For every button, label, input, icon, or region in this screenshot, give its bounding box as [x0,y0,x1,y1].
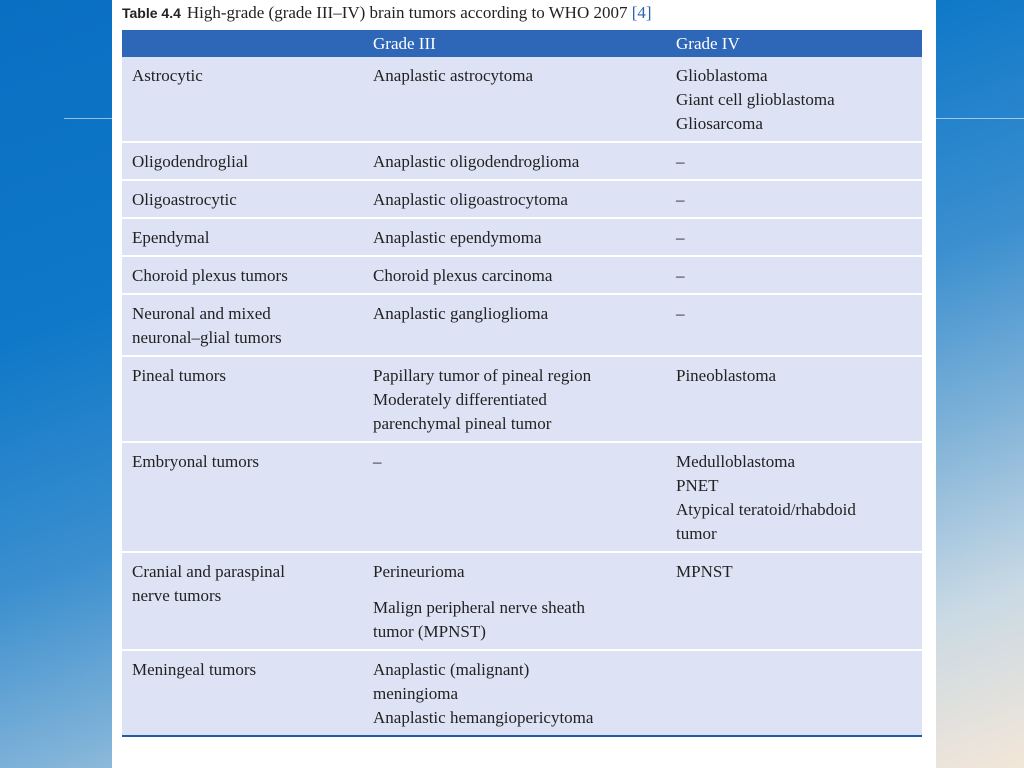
cell-text-line: Oligoastrocytic [132,190,237,209]
cell-text-line: tumor (MPNST) [373,622,486,641]
table-caption-label: Table 4.4 [122,5,181,21]
cell-text-line: Malign peripheral nerve sheath [373,598,585,617]
cell-grade-4 [666,442,922,552]
cell-category [122,442,363,552]
cell-grade-4 [666,256,922,294]
table-row [122,650,922,736]
cell-spacer [373,584,656,596]
cell-text-line: Glioblastoma [676,66,768,85]
table-row [122,256,922,294]
cell-text-line: tumor [676,524,717,543]
cell-text-line: Anaplastic ependymoma [373,228,542,247]
cell-text-line: Pineoblastoma [676,366,777,385]
cell-text-line: Moderately differentiated [373,390,547,409]
cell-text-line: Anaplastic (malignant) [373,660,530,679]
cell-grade-4 [666,218,922,256]
table-row [122,57,922,142]
cell-grade-4 [666,142,922,180]
cell-text-line: Papillary tumor of pineal region [373,366,592,385]
cell-category [122,294,363,356]
table-row [122,442,922,552]
table-header-row [122,30,922,57]
cell-grade-3 [363,552,666,650]
cell-text-line: Cranial and paraspinal [132,562,285,581]
cell-text-line: Pineal tumors [132,366,226,385]
decorative-line-right [936,118,1024,119]
cell-text-line: Anaplastic hemangiopericytoma [373,708,594,727]
cell-grade-3 [363,356,666,442]
cell-text-line: Oligodendroglial [132,152,249,171]
cell-text-line: – [676,304,685,323]
tumor-grade-table [122,30,922,737]
cell-grade-3 [363,218,666,256]
cell-category [122,552,363,650]
cell-text-line: Anaplastic astrocytoma [373,66,534,85]
cell-grade-4 [666,294,922,356]
cell-category [122,57,363,142]
header-grade-4: Grade IV [666,30,922,57]
cell-grade-3 [363,142,666,180]
cell-text-line: Neuronal and mixed [132,304,271,323]
cell-text-line: nerve tumors [132,586,222,605]
cell-category [122,650,363,736]
cell-text-line: – [676,152,685,171]
cell-text-line: Choroid plexus tumors [132,266,288,285]
cell-grade-3 [363,650,666,736]
table-row [122,180,922,218]
cell-grade-3 [363,294,666,356]
cell-category [122,142,363,180]
cell-text-line: Perineurioma [373,562,465,581]
cell-text-line: Medulloblastoma [676,452,795,471]
table-row [122,356,922,442]
slide-page [112,0,936,768]
cell-grade-4 [666,57,922,142]
cell-grade-4 [666,650,922,736]
header-grade-3: Grade III [363,30,666,57]
header-category [122,30,363,57]
cell-text-line: Giant cell glioblastoma [676,90,835,109]
cell-text-line: Ependymal [132,228,210,247]
cell-text-line: PNET [676,476,719,495]
cell-text-line: meningioma [373,684,458,703]
cell-text-line: Anaplastic ganglioglioma [373,304,549,323]
cell-category [122,180,363,218]
cell-text-line: Atypical teratoid/rhabdoid [676,500,856,519]
cell-grade-4 [666,552,922,650]
table-caption-reference-link[interactable]: [4] [631,3,652,22]
cell-text-line: – [676,228,685,247]
cell-text-line: MPNST [676,562,733,581]
cell-category [122,218,363,256]
cell-text-line: Choroid plexus carcinoma [373,266,553,285]
table-caption [122,3,652,23]
cell-text-line: Embryonal tumors [132,452,260,471]
cell-text-line: – [373,452,382,471]
table-caption-text: High-grade (grade III–IV) brain tumors according to WHO 2007 [186,3,628,22]
cell-grade-3 [363,57,666,142]
table-header [122,30,922,57]
cell-category [122,356,363,442]
cell-grade-3 [363,256,666,294]
cell-text-line: Anaplastic oligoastrocytoma [373,190,568,209]
cell-text-line: Astrocytic [132,66,203,85]
cell-category [122,256,363,294]
cell-grade-3 [363,180,666,218]
cell-text-line: – [676,190,685,209]
cell-text-line: – [676,266,685,285]
table-body [122,57,922,736]
table-row [122,142,922,180]
decorative-line-left [64,118,112,119]
cell-text-line: Meningeal tumors [132,660,257,679]
cell-text-line: Gliosarcoma [676,114,763,133]
table-row [122,294,922,356]
table-row [122,218,922,256]
cell-grade-4 [666,356,922,442]
cell-text-line: neuronal–glial tumors [132,328,282,347]
cell-grade-3 [363,442,666,552]
cell-text-line: Anaplastic oligodendroglioma [373,152,580,171]
cell-grade-4 [666,180,922,218]
cell-text-line: parenchymal pineal tumor [373,414,552,433]
table-row [122,552,922,650]
